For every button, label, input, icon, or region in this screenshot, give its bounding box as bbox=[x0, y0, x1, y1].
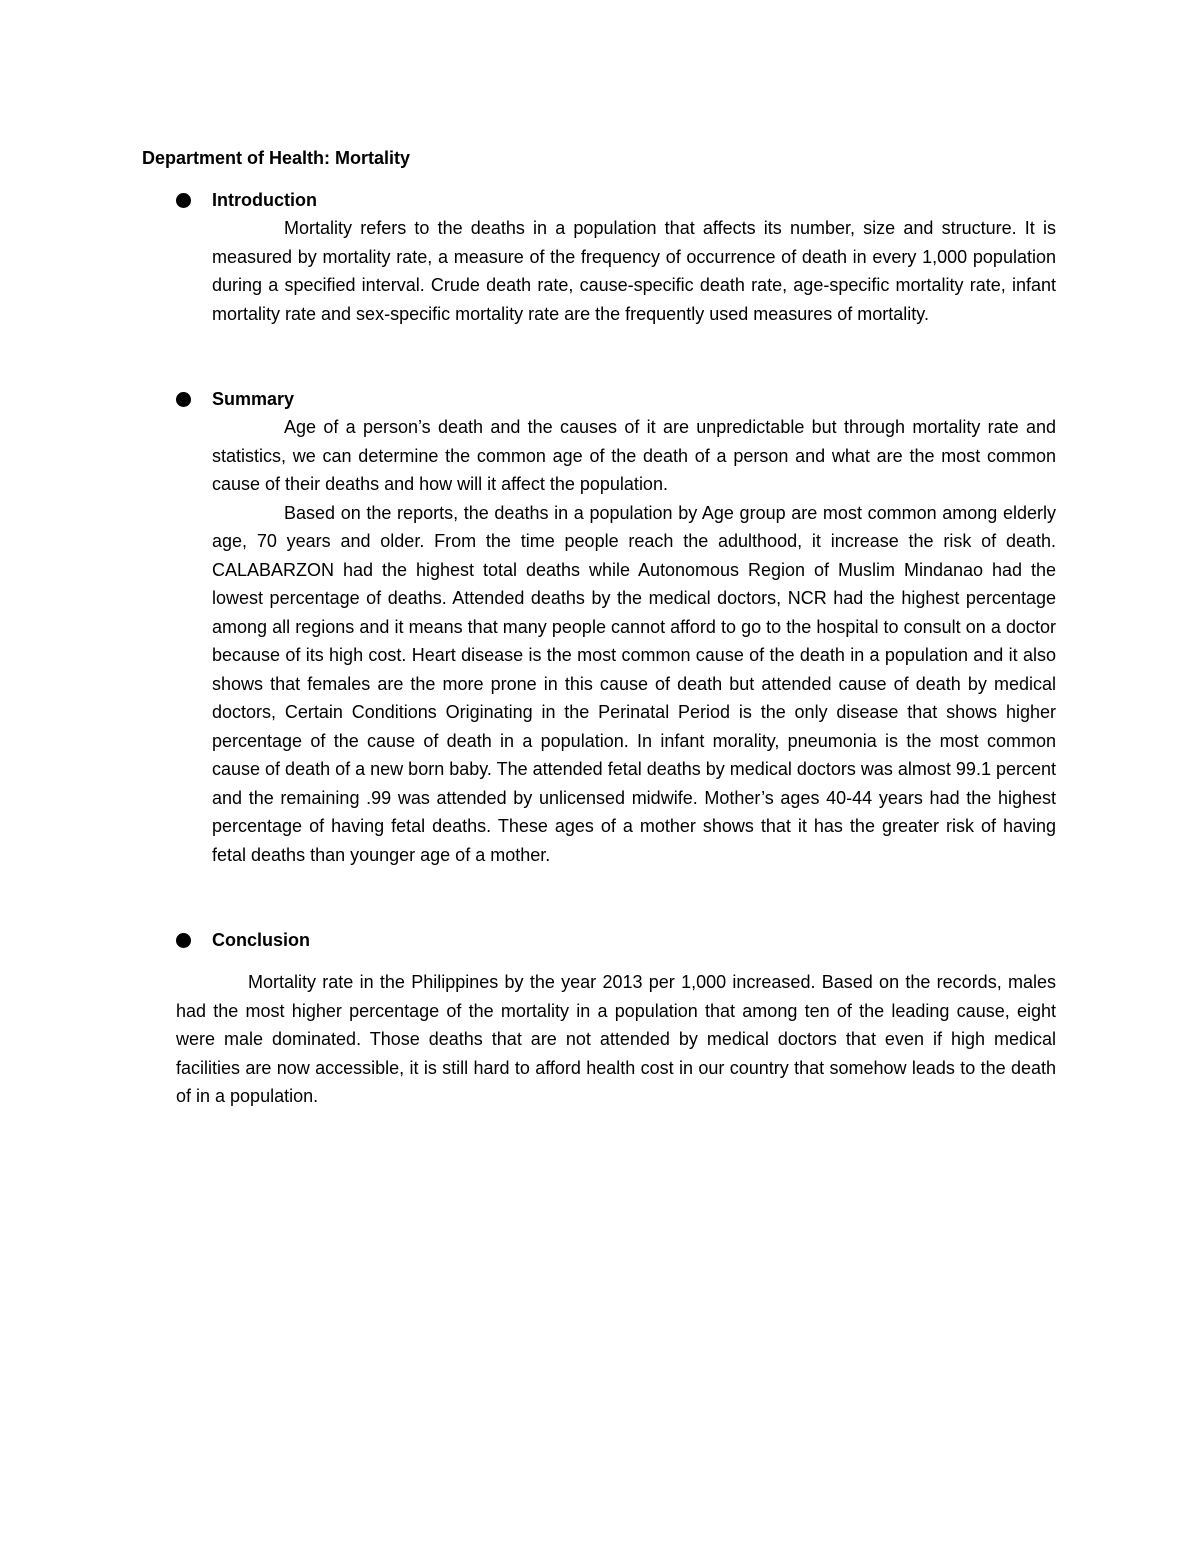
introduction-body bbox=[212, 214, 1056, 328]
summary-heading: Summary bbox=[212, 389, 295, 409]
summary-paragraph-1: Age of a person’s death and the causes of it are unpredictable but through mortality rate and statistics, we can determine the common age of the death of a person and what are the most common cause of their deaths and how will it affect the population. bbox=[212, 417, 1056, 494]
conclusion-body bbox=[176, 968, 1056, 1111]
introduction-paragraph: Mortality refers to the deaths in a population that affects its number, size and structure. It is measured by mortality rate, a measure of the frequency of occurrence of death in every 1,000 population during a specified interval. Crude death rate, cause-specific death rate, age-specific mortality rate, infant mortality rate and sex-specific mortality rate are the frequently used measures of mortality. bbox=[212, 218, 1056, 324]
bullet-icon bbox=[176, 933, 191, 948]
bullet-icon bbox=[176, 193, 191, 208]
summary-body bbox=[212, 413, 1056, 869]
bullet-icon bbox=[176, 392, 191, 407]
conclusion-paragraph: Mortality rate in the Philippines by the year 2013 per 1,000 increased. Based on the records, males had the most higher percentage of the mortality in a population that among ten of the leading cause, eight were male dominated. Those deaths that are not attended by medical doctors that even if high medical facilities are now accessible, it is still hard to afford health cost in our country that somehow leads to the death of in a population. bbox=[176, 972, 1056, 1106]
conclusion-heading: Conclusion bbox=[212, 930, 310, 950]
document-title: Department of Health: Mortality bbox=[142, 148, 411, 168]
introduction-heading: Introduction bbox=[212, 190, 317, 210]
summary-paragraph-2: Based on the reports, the deaths in a population by Age group are most common among elderly age, 70 years and older. From the time people reach the adulthood, it increase the risk of death. CALABARZON had the highest total deaths while Autonomous Region of Muslim Mindanao had the lowest percentage of deaths. Attended deaths by the medical doctors, NCR had the highest percentage among all regions and it means that many people cannot afford to go to the hospital to consult on a doctor because of its high cost. Heart disease is the most common cause of the death in a population and it also shows that females are the more prone in this cause of death but attended cause of death by medical doctors, Certain Conditions Originating in the Perinatal Period is the only disease that shows higher percentage of the cause of death in a population. In infant morality, pneumonia is the most common cause of death of a new born baby. The attended fetal deaths by medical doctors was almost 99.1 percent and the remaining .99 was attended by unlicensed midwife. Mother’s ages 40-44 years had the highest percentage of having fetal deaths. These ages of a mother shows that it has the greater risk of having fetal deaths than younger age of a mother. bbox=[212, 502, 1056, 865]
